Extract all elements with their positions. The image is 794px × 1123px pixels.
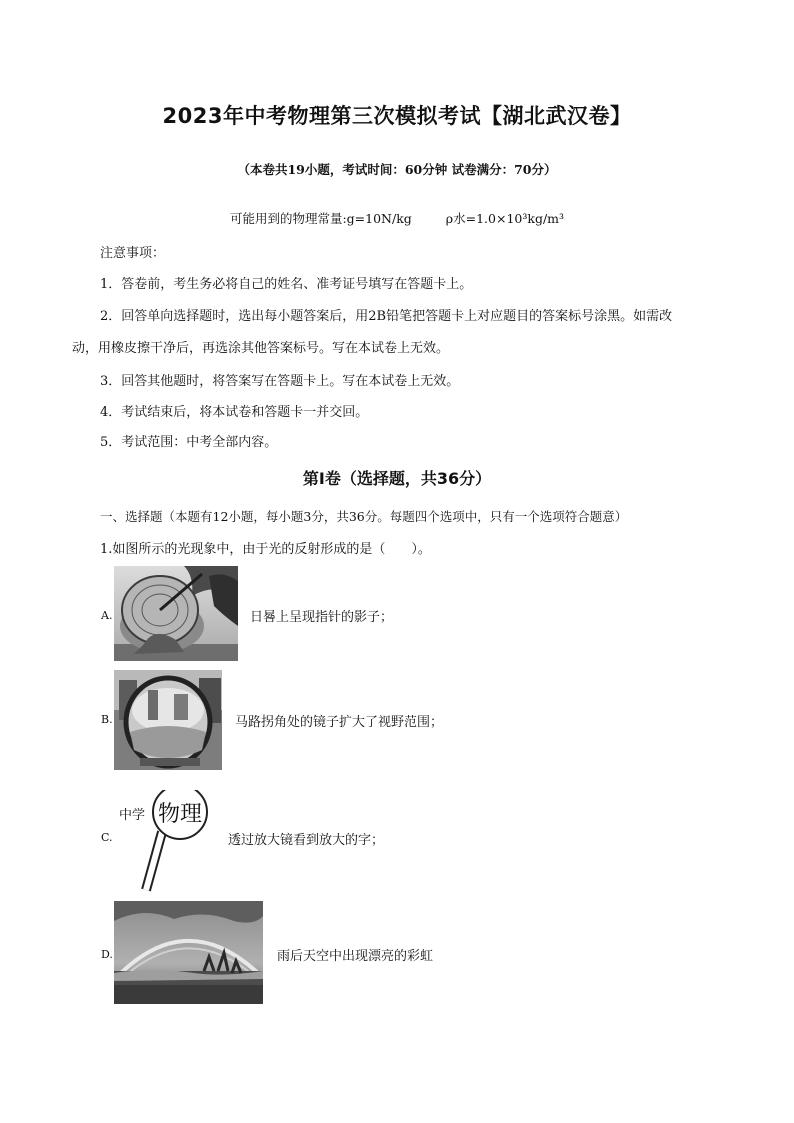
magnifier-small-text: 中学 <box>119 808 146 823</box>
exam-title: 2023年中考物理第三次模拟考试【湖北武汉卷】 <box>162 104 632 128</box>
constants-label: 可能用到的物理常量: <box>229 211 347 226</box>
note-item: 5．考试范围：中考全部内容。 <box>100 435 278 450</box>
magnifier-image <box>116 790 216 894</box>
physical-constants <box>0 209 794 227</box>
option-b-letter: B. <box>101 713 113 726</box>
constant-rho-water: ρ水=1.0×10³kg/m³ <box>445 211 565 226</box>
magnifier-big-text: 物理 <box>157 802 203 827</box>
exam-subtitle: （本卷共19小题，考试时间：60分钟 试卷满分：70分） <box>237 162 557 177</box>
question-stem: 1.如图所示的光现象中，由于光的反射形成的是（ ）。 <box>100 542 431 557</box>
note-item: 动，用橡皮擦干净后，再选涂其他答案标号。写在本试卷上无效。 <box>72 341 450 356</box>
section-heading: 一、选择题（本题有12小题，每小题3分，共36分。每题四个选项中，只有一个选项符合题意） <box>100 509 628 524</box>
option-a-text: 日晷上呈现指针的影子； <box>250 610 394 625</box>
note-item: 3．回答其他题时，将答案写在答题卡上。写在本试卷上无效。 <box>100 374 460 389</box>
convex-mirror-image <box>114 670 222 770</box>
sundial-image <box>114 566 238 661</box>
rainbow-image <box>114 901 263 1004</box>
option-c-letter: C. <box>101 831 113 844</box>
notes-heading: 注意事项： <box>100 246 166 261</box>
option-d-text: 雨后天空中出现漂亮的彩虹 <box>277 949 434 964</box>
section-title: 第Ⅰ卷（选择题，共36分） <box>302 469 492 488</box>
note-item: 1．答卷前，考生务必将自己的姓名、准考证号填写在答题卡上。 <box>100 277 473 292</box>
note-item: 2．回答单向选择题时，选出每小题答案后，用2B铅笔把答题卡上对应题目的答案标号涂黑。如需改 <box>100 309 673 324</box>
constant-g: g=10N/kg <box>346 211 412 226</box>
option-a-letter: A. <box>101 609 113 622</box>
option-d-letter: D. <box>101 948 113 961</box>
note-item: 4．考试结束后，将本试卷和答题卡一并交回。 <box>100 405 369 420</box>
option-b-text: 马路拐角处的镜子扩大了视野范围； <box>235 715 444 730</box>
option-c-text: 透过放大镜看到放大的字； <box>228 833 385 848</box>
